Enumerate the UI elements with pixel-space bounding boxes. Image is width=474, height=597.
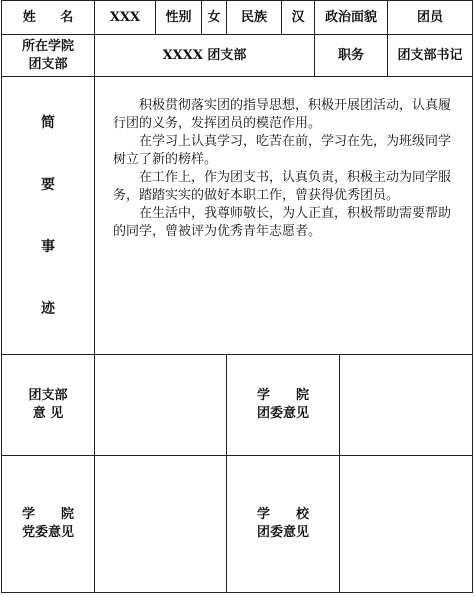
gender-value: 女 bbox=[202, 1, 227, 35]
summary-paragraph-1: 积极贯彻落实团的指导思想，积极开展团活动，认真履行团的义务，发挥团员的模范作用。 bbox=[113, 98, 452, 131]
name-value: XXX bbox=[95, 1, 156, 35]
name-label: 姓 名 bbox=[2, 1, 95, 35]
political-status-label: 政治面貌 bbox=[315, 1, 388, 35]
college-league-opinion-label-line2: 团委意见 bbox=[256, 406, 309, 421]
summary-label-char-1: 简 bbox=[41, 114, 55, 131]
gender-label: 性别 bbox=[156, 1, 202, 35]
college-league-opinion-label-line1: 学 院 bbox=[256, 388, 309, 403]
college-league-opinion-field[interactable] bbox=[340, 355, 473, 456]
school-league-opinion-field[interactable] bbox=[340, 456, 473, 593]
summary-content bbox=[95, 77, 473, 355]
college-party-opinion-label-line2: 党委意见 bbox=[21, 525, 74, 540]
college-party-opinion-field[interactable] bbox=[95, 456, 227, 593]
college-party-opinion-label bbox=[2, 456, 95, 593]
college-branch-label-line2: 团支部 bbox=[28, 56, 68, 72]
basic-info-row bbox=[2, 1, 473, 35]
school-league-opinion-label-line1: 学 校 bbox=[256, 507, 309, 522]
college-party-opinion-label-line1: 学 院 bbox=[21, 507, 74, 522]
school-league-opinion-label bbox=[227, 456, 340, 593]
school-league-opinion-label-line2: 团委意见 bbox=[256, 525, 309, 540]
summary-paragraph-2: 在学习上认真学习，吃苦在前，学习在先，为班级同学树立了新的榜样。 bbox=[113, 134, 452, 167]
summary-label-char-4: 迹 bbox=[41, 300, 55, 317]
summary-paragraph-4: 在生活中，我尊师敬长，为人正直，积极帮助需要帮助的同学，曾被评为优秀青年志愿者。 bbox=[113, 206, 452, 239]
political-status-value: 团员 bbox=[388, 1, 473, 35]
summary-paragraph-3: 在工作上，作为团支书，认真负责，积极主动为同学服务，踏踏实实的做好本职工作，曾获得优秀团员。 bbox=[113, 170, 452, 203]
ethnicity-label: 民族 bbox=[227, 1, 282, 35]
ethnicity-value: 汉 bbox=[282, 1, 315, 35]
summary-label-char-3: 事 bbox=[41, 238, 55, 255]
opinions-row-2 bbox=[2, 456, 473, 593]
branch-opinion-label bbox=[2, 355, 95, 456]
college-branch-label-line1: 所在学院 bbox=[21, 38, 74, 54]
summary-label bbox=[2, 114, 94, 318]
opinions-row-1 bbox=[2, 355, 473, 456]
college-branch-label bbox=[2, 35, 95, 77]
summary-row bbox=[2, 77, 473, 355]
summary-label-cell bbox=[2, 77, 95, 355]
branch-opinion-field[interactable] bbox=[95, 355, 227, 456]
branch-opinion-label-line2: 意 见 bbox=[32, 406, 64, 421]
summary-label-char-2: 要 bbox=[41, 176, 55, 193]
college-info-row bbox=[2, 35, 473, 77]
branch-opinion-label-line1: 团支部 bbox=[28, 388, 68, 403]
college-league-opinion-label bbox=[227, 355, 340, 456]
application-form-table bbox=[1, 0, 473, 593]
position-value: 团支部书记 bbox=[388, 35, 473, 77]
college-branch-value: XXXX 团支部 bbox=[95, 35, 315, 77]
position-label: 职务 bbox=[315, 35, 388, 77]
